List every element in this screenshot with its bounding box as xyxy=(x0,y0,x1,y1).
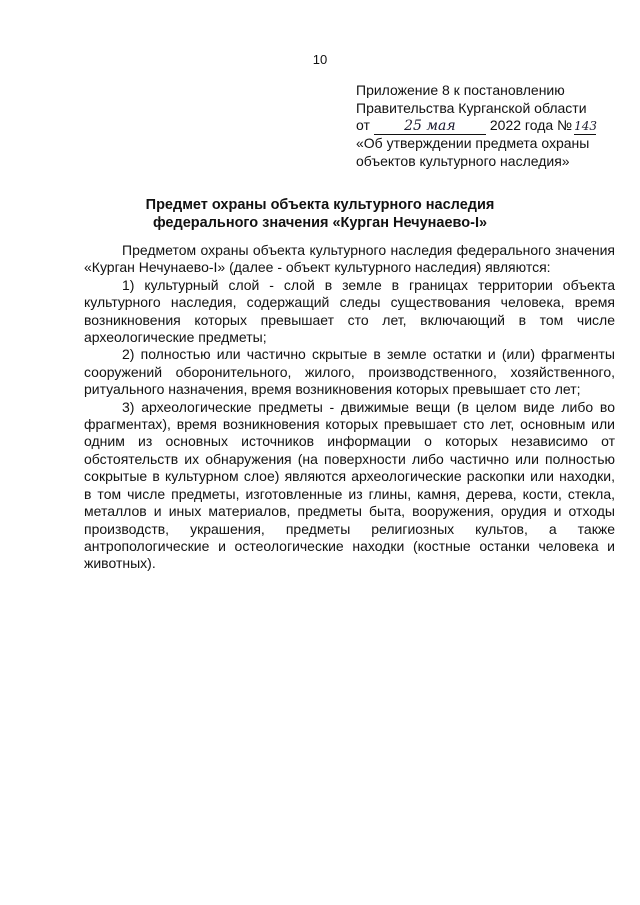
appendix-header xyxy=(356,82,626,170)
document-title xyxy=(0,196,640,232)
appendix-line-2: Правительства Курганской области xyxy=(356,99,587,116)
body-paragraph-item-1: 1) культурный слой - слой в земле в границах территории объекта культурного наследия, содержащий следы существования человека, время возникновения которых превышает сто лет, включающий в том числе археологические предметы; xyxy=(84,276,615,346)
appendix-line-1: Приложение 8 к постановлению xyxy=(356,82,565,98)
appendix-line-4: «Об утверждении предмета охраны xyxy=(356,135,590,151)
handwritten-date: 25 мая xyxy=(374,119,486,135)
body-paragraph-item-3: 3) археологические предметы - движимые вещи (в целом виде либо во фрагментах), время возникновения которых превышает сто лет, основным или одним из основных источников информации о которых независимо от обстоятельств их обнаружения (на поверхности либо частично или полностью сокрытые в культурном слое) являются археологические раскопки или находки, в том числе предметы, изготовленные из глины, камня, дерева, кости, стекла, металлов и иных материалов, предметы быта, вооружения, орудия и отходы производств, украшения, предметы религиозных культов, а также антропологические и остеологические находки (костные останки человека и животных). xyxy=(84,398,615,572)
page-number: 10 xyxy=(312,52,328,67)
body-paragraph-item-2: 2) полностью или частично скрытые в земле остатки и (или) фрагменты сооружений оборонительного, жилого, производственного, хозяйственного, ритуального назначения, время возникновения которых превышает сто лет; xyxy=(84,346,615,398)
document-body xyxy=(84,242,615,573)
appendix-line-5: объектов культурного наследия» xyxy=(356,152,570,169)
body-paragraph-intro: Предметом охраны объекта культурного наследия федерального значения «Курган Нечунаево-I» (далее - объект культурного наследия) являются: xyxy=(84,242,615,276)
date-suffix: 2022 года № xyxy=(489,117,573,133)
title-line-2: федерального значения «Курган Нечунаево-I» xyxy=(152,215,488,231)
date-prefix: от xyxy=(356,117,370,133)
appendix-date-line xyxy=(356,117,626,135)
title-line-1: Предмет охраны объекта культурного наследия xyxy=(145,197,495,213)
handwritten-number: 143 xyxy=(574,119,597,133)
